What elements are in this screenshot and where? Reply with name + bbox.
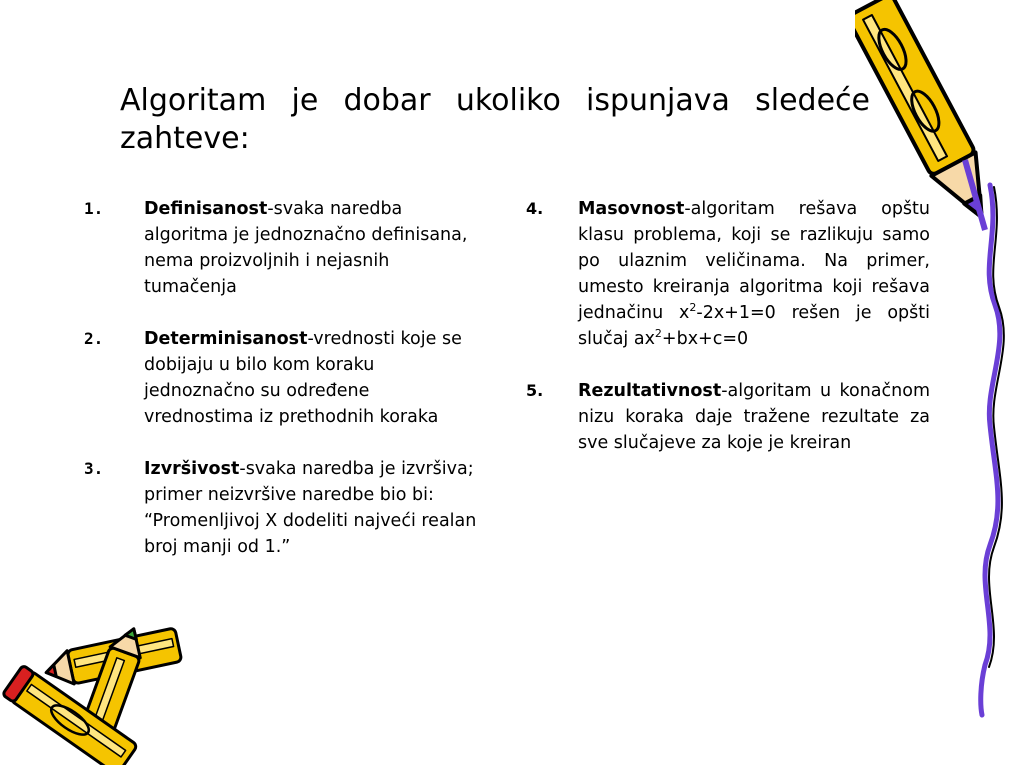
list-item [84,326,484,430]
item-number: 4. [526,199,544,218]
item-term: Determinisanost [144,329,308,349]
item-number: 1. [84,199,104,218]
slide-title: Algoritam je dobar ukoliko ispunjava sledeće zahteve: [120,83,870,156]
item-number: 2. [84,329,104,348]
item-text: -svaka naredba je izvršiva; primer neizvršive naredbe bio bi: “Promenljivoj X dodeliti najveći realan broj manji od 1.” [144,459,477,557]
item-number: 3. [84,459,104,478]
item-number: 5. [526,381,544,400]
item-text: -algoritam u konačnom nizu koraka daje tražene rezultate za sve slučajeve za koje je kreiran [578,381,930,453]
list-item [526,378,930,456]
item-term: Masovnost [578,199,685,219]
item-text: -svaka naredba algoritma je jednoznačno definisana, nema proizvoljnih i nejasnih tumačenja [144,199,468,297]
item-text: -2x+1=0 rešen je opšti slučaj ax [578,303,930,349]
squiggle-line [960,175,1020,720]
item-term: Izvršivost [144,459,240,479]
pencils-icon [0,620,200,765]
item-term: Definisanost [144,199,268,219]
list-item [84,196,484,300]
item-term: Rezultativnost [578,381,722,401]
item-text: +bx+c=0 [661,329,749,349]
left-column [84,196,484,586]
list-item [84,456,484,560]
item-text: -algoritam rešava opštu klasu problema, koji se razlikuju samo po ulaznim veličinama. Na primer, umesto kreiranja algoritma koji rešava jednačinu x [578,199,930,323]
superscript: 2 [654,327,662,341]
item-text: -vrednosti koje se dobijaju u bilo kom koraku jednoznačno su određene vrednostima iz prethodnih koraka [144,329,462,427]
superscript: 2 [689,301,697,315]
